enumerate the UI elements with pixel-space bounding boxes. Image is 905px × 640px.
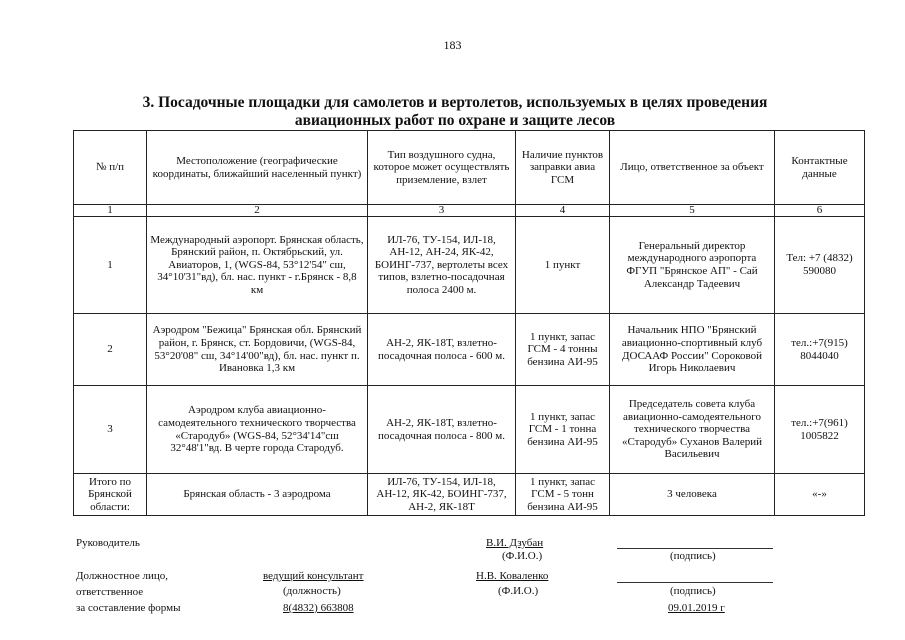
table-row (74, 217, 865, 314)
head-name: В.И. Дзубан (486, 537, 544, 549)
total-fuel: 1 пункт, запас ГСМ - 5 тонн бензина АИ-95 (516, 474, 610, 516)
head-label: Руководитель (76, 537, 140, 549)
column-number-cell: 1 (74, 205, 147, 217)
title-line-1: 3. Посадочные площадки для самолетов и вертолетов, используемых в целях проведения (142, 94, 768, 111)
location-cell: Аэродром клуба авиационно-самодеятельного технического творчества «Стародуб» (WGS-84, 52°34'14"сш 32°48'1"вд. В черте города Стародуб. (147, 386, 368, 474)
official-sign-label: (подпись) (670, 585, 716, 597)
official-phone: 8(4832) 663808 (283, 602, 354, 614)
contact-cell: тел.:+7(915) 8044040 (775, 314, 865, 386)
landing-sites-table (73, 130, 865, 516)
fuel-cell: 1 пункт, запас ГСМ - 4 тонны бензина АИ-95 (516, 314, 610, 386)
official-label-line-2: ответственное (76, 586, 144, 598)
fuel-cell: 1 пункт, запас ГСМ - 1 тонна бензина АИ-95 (516, 386, 610, 474)
location-cell: Аэродром "Бежица" Брянская обл. Брянский район, г. Брянск, ст. Бордовичи, (WGS-84, 53°20'08" сш, 34°14'00"вд), бл. нас. пункт п. Ивановка 1,3 км (147, 314, 368, 386)
total-row (74, 474, 865, 516)
column-number-cell: 4 (516, 205, 610, 217)
table-row (74, 314, 865, 386)
header-cell: Лицо, ответственное за объект (610, 131, 775, 205)
header-cell: Тип воздушного судна, которое может осуществлять приземление, взлет (368, 131, 516, 205)
total-aircraft: ИЛ-76, ТУ-154, ИЛ-18, АН-12, ЯК-42, БОИНГ-737, АН-2, ЯК-18Т (368, 474, 516, 516)
position-label: (должность) (283, 585, 341, 597)
column-number-cell: 5 (610, 205, 775, 217)
official-position: ведущий консультант (263, 570, 364, 582)
official-label-line-3: за составление формы (76, 602, 181, 614)
column-number-cell: 2 (147, 205, 368, 217)
official-label-line-1: Должностное лицо, (76, 570, 168, 582)
column-number-cell: 6 (775, 205, 865, 217)
responsible-cell: Начальник НПО "Брянский авиационно-спортивный клуб ДОСААФ России" Сороковой Игорь Николаевич (610, 314, 775, 386)
total-responsible: 3 человека (610, 474, 775, 516)
column-number-cell: 3 (368, 205, 516, 217)
total-location: Брянская область - 3 аэродрома (147, 474, 368, 516)
form-date: 09.01.2019 г (668, 602, 725, 614)
official-name: Н.В. Коваленко (476, 570, 549, 582)
head-sign-label: (подпись) (670, 550, 716, 562)
aircraft-cell: ИЛ-76, ТУ-154, ИЛ-18, АН-12, АН-24, ЯК-42, БОИНГ-737, вертолеты всех типов, взлетно-посадочная полоса 2400 м. (368, 217, 516, 314)
responsible-cell: Генеральный директор международного аэропорта ФГУП "Брянское АП" - Сай Александр Тадеевич (610, 217, 775, 314)
page-title (60, 94, 850, 130)
head-fio-label: (Ф.И.О.) (502, 550, 543, 562)
aircraft-cell: АН-2, ЯК-18Т, взлетно-посадочная полоса - 600 м. (368, 314, 516, 386)
location-cell: Международный аэропорт. Брянская область, Брянский район, п. Октябрьский, ул. Авиаторов, 1, (WGS-84, 53°12'54" сш, 34°10'31"вд), бл. нас. пункт - г.Брянск - 8,8 км (147, 217, 368, 314)
contact-cell: Тел: +7 (4832) 590080 (775, 217, 865, 314)
row-number: 1 (74, 217, 147, 314)
table-header-row (74, 131, 865, 205)
title-line-2: авиационных работ по охране и защите лесов (294, 112, 616, 129)
total-contact: «-» (775, 474, 865, 516)
row-number: 3 (74, 386, 147, 474)
header-cell: Местоположение (географические координаты, ближайший населенный пункт) (147, 131, 368, 205)
responsible-cell: Председатель совета клуба авиационно-самодеятельного технического творчества «Стародуб» Суханов Валерий Васильевич (610, 386, 775, 474)
row-number: 2 (74, 314, 147, 386)
header-cell: Контактные данные (775, 131, 865, 205)
page-number: 183 (443, 38, 462, 52)
header-cell: Наличие пунктов заправки авиа ГСМ (516, 131, 610, 205)
header-cell: № п/п (74, 131, 147, 205)
total-label: Итого по Брянской области: (74, 474, 147, 516)
table-row (74, 386, 865, 474)
fuel-cell: 1 пункт (516, 217, 610, 314)
column-number-row (74, 205, 865, 217)
official-fio-label: (Ф.И.О.) (498, 585, 539, 597)
official-signature-line (617, 582, 773, 583)
contact-cell: тел.:+7(961) 1005822 (775, 386, 865, 474)
head-signature-line (617, 548, 773, 549)
aircraft-cell: АН-2, ЯК-18Т, взлетно-посадочная полоса - 800 м. (368, 386, 516, 474)
